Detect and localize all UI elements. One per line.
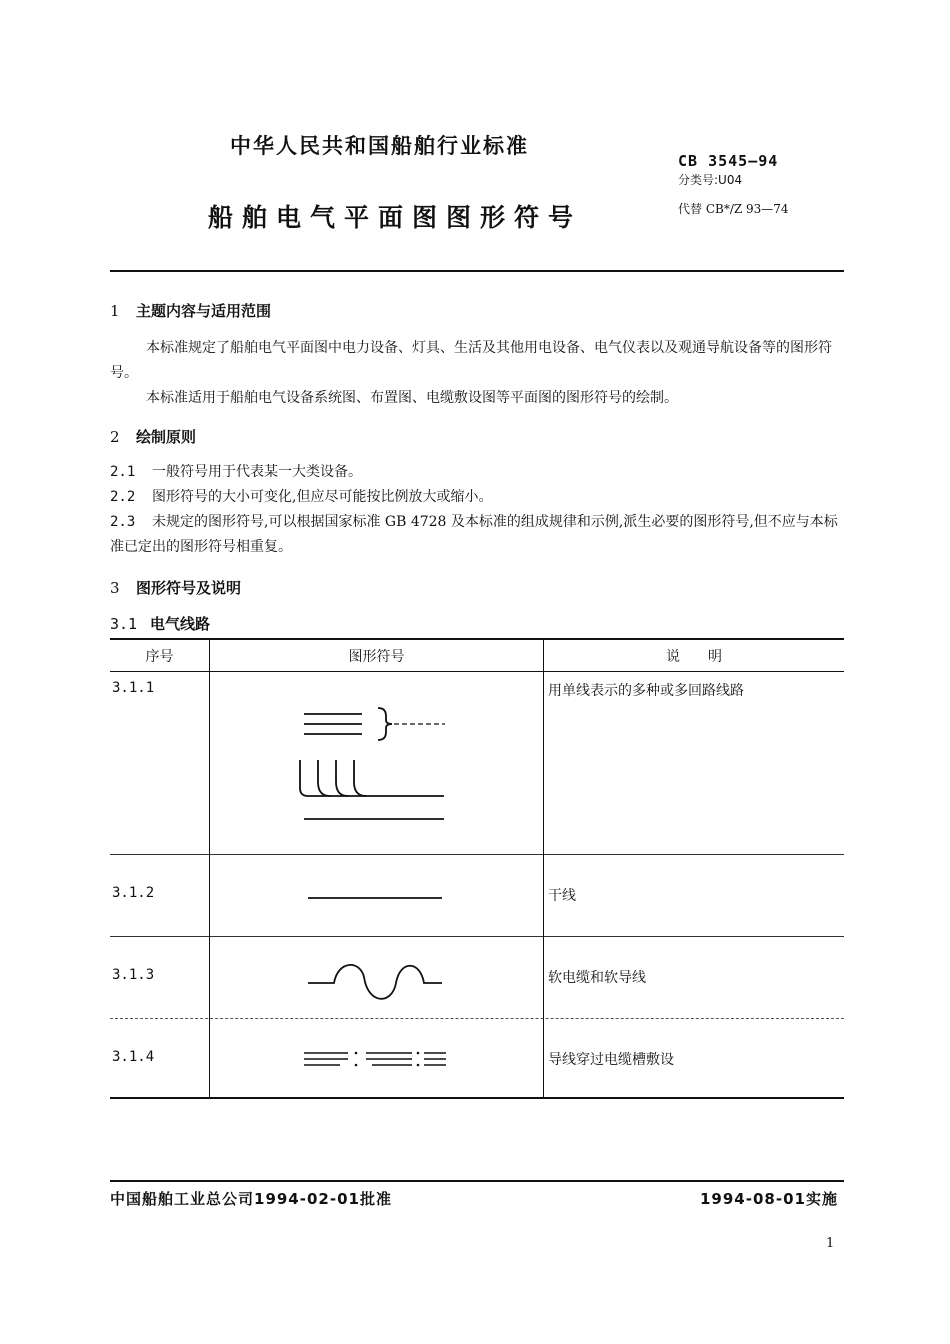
header-description: 说 明 <box>666 649 722 665</box>
standard-number: CB 3545—94 <box>678 152 779 170</box>
replaces-standard: 代替 CB*/Z 93—74 <box>678 202 789 216</box>
clause-number: 2.1 <box>110 464 136 480</box>
subsection-3-1-heading <box>110 613 210 634</box>
section-number: 1 <box>110 302 120 320</box>
document-title: 船舶电气平面图图形符号 <box>208 203 583 232</box>
section-title: 主题内容与适用范围 <box>136 302 272 320</box>
clause-2-1 <box>110 460 844 485</box>
classification-number: 分类号:U04 <box>678 173 743 187</box>
row-number: 3.1.2 <box>112 885 155 901</box>
subsection-title: 电气线路 <box>150 615 211 633</box>
row-divider <box>110 854 844 855</box>
column-divider <box>543 638 544 1098</box>
clause-2-2 <box>110 485 844 510</box>
row-description: 软电缆和软导线 <box>548 970 646 986</box>
section-title: 绘制原则 <box>136 428 197 446</box>
header-symbol: 图形符号 <box>348 649 405 665</box>
section-1-heading <box>110 300 271 321</box>
effective-date: 1994-08-01实施 <box>700 1190 838 1208</box>
header-sequence: 序号 <box>145 649 174 665</box>
section-number: 2 <box>110 428 120 446</box>
row-description: 干线 <box>548 888 576 904</box>
org-title: 中华人民共和国船舶行业标准 <box>230 134 529 158</box>
cable-trough-symbol <box>300 1045 450 1075</box>
clause-number: 2.2 <box>110 489 136 505</box>
clause-text: 一般符号用于代表某一大类设备。 <box>152 464 362 480</box>
table-top-rule <box>110 638 844 640</box>
header-divider <box>110 270 844 272</box>
row-divider <box>110 1018 844 1019</box>
approval-note: 中国船舶工业总公司1994-02-01批准 <box>110 1190 392 1208</box>
row-number: 3.1.4 <box>112 1049 155 1065</box>
section-3-heading <box>110 577 241 598</box>
section-title: 图形符号及说明 <box>136 579 242 597</box>
table-header-rule <box>110 671 844 672</box>
subsection-number: 3.1 <box>110 615 138 633</box>
column-divider <box>209 638 210 1098</box>
section-1-paragraph-2: 本标准适用于船舶电气设备系统图、布置图、电缆敷设图等平面图的图形符号的绘制。 <box>146 390 678 406</box>
row-number: 3.1.1 <box>112 680 155 696</box>
multi-line-circuit-symbol <box>290 700 460 830</box>
row-divider <box>110 936 844 937</box>
page-number: 1 <box>826 1236 835 1251</box>
symbol-table <box>110 638 844 1098</box>
clause-2-3 <box>110 510 844 560</box>
table-bottom-rule <box>110 1097 844 1099</box>
row-number: 3.1.3 <box>112 967 155 983</box>
clause-text: 图形符号的大小可变化,但应尽可能按比例放大或缩小。 <box>152 489 493 505</box>
row-description: 用单线表示的多种或多回路线路 <box>548 683 744 699</box>
clause-text: 未规定的图形符号,可以根据国家标准 GB 4728 及本标准的组成规律和示例,派生必要的图形符号,但不应与本标准已定出的图形符号相重复。 <box>110 514 838 555</box>
row-description: 导线穿过电缆槽敷设 <box>548 1052 674 1068</box>
footer-divider <box>110 1180 844 1182</box>
flexible-cable-symbol <box>300 955 450 1005</box>
main-line-symbol <box>300 890 450 906</box>
section-2-heading <box>110 426 196 447</box>
section-1-paragraph-1: 本标准规定了船舶电气平面图中电力设备、灯具、生活及其他用电设备、电气仪表以及观通导航设备等的图形符号。 <box>110 340 832 381</box>
clause-number: 2.3 <box>110 514 136 530</box>
section-number: 3 <box>110 579 120 597</box>
